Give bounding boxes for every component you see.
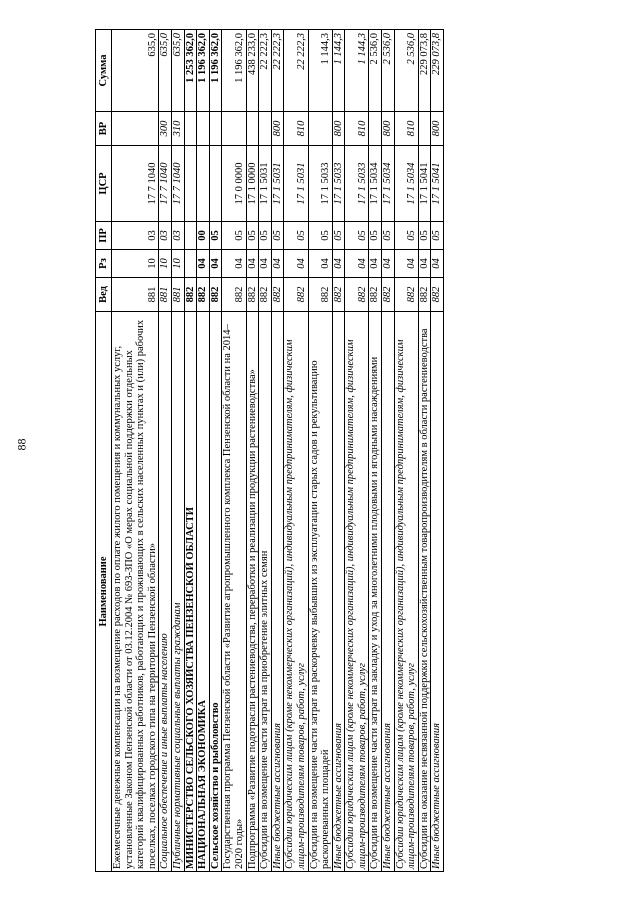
cell-pr: 05 <box>431 222 444 250</box>
cell-name: Подпрограмма «Развитие подотрасли растениеводства, переработки и реализации продукции растениеводства» <box>246 312 259 872</box>
cell-rz: 10 <box>112 250 159 278</box>
header-pr: ПР <box>96 222 112 250</box>
header-sum: Сумма <box>96 30 112 112</box>
cell-pr: 05 <box>418 222 431 250</box>
cell-rz <box>184 250 197 278</box>
cell-vr: 800 <box>271 112 284 146</box>
cell-rz: 04 <box>418 250 431 278</box>
cell-ved: 882 <box>184 278 197 312</box>
cell-name: Ежемесячные денежные компенсации на возмещение расходов по оплате жилого помещения и коммунальных услуг, установленные Законом Пензенской области от 03.12.2004 № 693-ЗПО «О мерах социальной поддержки отдельных категорий квалифицированных работников, работающих и проживающих в сельских населенных пунктах и (или) рабочих поселках, поселках городского типа на территории Пензенской области» <box>112 312 159 872</box>
cell-pr: 05 <box>246 222 259 250</box>
page-number: 88 <box>14 438 29 451</box>
cell-pr: 05 <box>369 222 382 250</box>
cell-rz: 04 <box>259 250 272 278</box>
cell-csr: 17 1 0000 <box>246 146 259 222</box>
cell-sum: 2 536,0 <box>394 30 418 112</box>
cell-pr <box>184 222 197 250</box>
cell-rz: 04 <box>197 250 210 278</box>
cell-rz: 04 <box>394 250 418 278</box>
cell-sum: 635,0 <box>112 30 159 112</box>
cell-ved: 881 <box>171 278 184 312</box>
header-rz: Рз <box>96 250 112 278</box>
cell-csr: 17 1 5031 <box>284 146 308 222</box>
table-row <box>171 30 184 872</box>
cell-ved: 882 <box>284 278 308 312</box>
table-row <box>197 30 210 872</box>
table-row <box>382 30 395 872</box>
cell-csr: 17 1 5034 <box>369 146 382 222</box>
cell-csr <box>184 146 197 222</box>
cell-rz: 04 <box>308 250 332 278</box>
table-row <box>394 30 418 872</box>
cell-vr <box>197 112 210 146</box>
cell-rz: 04 <box>345 250 369 278</box>
cell-csr: 17 1 5031 <box>271 146 284 222</box>
cell-sum: 22 222,3 <box>284 30 308 112</box>
cell-sum: 229 073,8 <box>431 30 444 112</box>
cell-pr: 05 <box>382 222 395 250</box>
cell-ved: 882 <box>369 278 382 312</box>
cell-ved: 882 <box>345 278 369 312</box>
cell-vr <box>246 112 259 146</box>
cell-name: Субсидии юридическим лицам (кроме некоммерческих организаций), индивидуальным предпринимателям, физическим лицам-производителям товаров, работ, услуг <box>394 312 418 872</box>
cell-vr <box>222 112 246 146</box>
cell-ved: 881 <box>159 278 172 312</box>
cell-vr <box>369 112 382 146</box>
cell-ved: 882 <box>246 278 259 312</box>
table-row <box>431 30 444 872</box>
cell-sum: 635,0 <box>171 30 184 112</box>
cell-vr: 800 <box>332 112 345 146</box>
table-row <box>332 30 345 872</box>
cell-name: Субсидии на возмещение части затрат на приобретение элитных семян <box>259 312 272 872</box>
cell-ved: 882 <box>418 278 431 312</box>
cell-name: Иные бюджетные ассигнования <box>271 312 284 872</box>
cell-vr <box>112 112 159 146</box>
table-row <box>222 30 246 872</box>
cell-pr: 05 <box>284 222 308 250</box>
cell-ved: 882 <box>431 278 444 312</box>
cell-vr: 810 <box>394 112 418 146</box>
cell-sum: 1 196 362,0 <box>197 30 210 112</box>
cell-csr: 17 7 1040 <box>159 146 172 222</box>
cell-pr: 05 <box>345 222 369 250</box>
cell-ved: 882 <box>394 278 418 312</box>
cell-vr: 300 <box>159 112 172 146</box>
cell-name: Государственная программа Пензенской области «Развитие агропромышленного комплекса Пензенской области на 2014–2020 годы» <box>222 312 246 872</box>
cell-ved: 882 <box>259 278 272 312</box>
cell-name: Иные бюджетные ассигнования <box>382 312 395 872</box>
table-row <box>308 30 332 872</box>
cell-ved: 881 <box>112 278 159 312</box>
table-row <box>418 30 431 872</box>
table-row <box>271 30 284 872</box>
cell-rz: 04 <box>431 250 444 278</box>
cell-sum: 635,0 <box>159 30 172 112</box>
cell-csr: 17 1 5031 <box>259 146 272 222</box>
cell-name: Субсидии на возмещение части затрат на раскорчевку выбывших из эксплуатации старых садов и рекультивацию раскорчеванных площадей <box>308 312 332 872</box>
cell-name: Публичные нормативные социальные выплаты гражданам <box>171 312 184 872</box>
cell-csr: 17 0 0000 <box>222 146 246 222</box>
cell-sum: 1 253 362,0 <box>184 30 197 112</box>
cell-csr: 17 1 5033 <box>345 146 369 222</box>
cell-vr: 800 <box>431 112 444 146</box>
cell-name: Субсидии на оказание несвязанной поддержки сельскохозяйственным товаропроизводителям в области растениеводства <box>418 312 431 872</box>
table-row <box>112 30 159 872</box>
budget-table <box>95 29 444 872</box>
header-ved: Вед <box>96 278 112 312</box>
cell-rz: 10 <box>171 250 184 278</box>
cell-rz: 04 <box>222 250 246 278</box>
cell-name: Иные бюджетные ассигнования <box>431 312 444 872</box>
table-row <box>284 30 308 872</box>
cell-ved: 882 <box>271 278 284 312</box>
cell-vr <box>308 112 332 146</box>
header-vr: ВР <box>96 112 112 146</box>
cell-vr: 810 <box>284 112 308 146</box>
rotated-table-region <box>95 30 626 872</box>
cell-csr: 17 1 5041 <box>418 146 431 222</box>
cell-rz: 04 <box>284 250 308 278</box>
cell-sum: 1 196 362,0 <box>209 30 222 112</box>
cell-sum: 22 222,3 <box>271 30 284 112</box>
cell-sum: 438 233,0 <box>246 30 259 112</box>
cell-sum: 1 144,3 <box>345 30 369 112</box>
cell-name: МИНИСТЕРСТВО СЕЛЬСКОГО ХОЗЯЙСТВА ПЕНЗЕНСКОЙ ОБЛАСТИ <box>184 312 197 872</box>
cell-csr: 17 1 5034 <box>394 146 418 222</box>
cell-name: Иные бюджетные ассигнования <box>332 312 345 872</box>
cell-vr: 810 <box>345 112 369 146</box>
cell-pr: 03 <box>112 222 159 250</box>
cell-vr <box>209 112 222 146</box>
table-row <box>246 30 259 872</box>
cell-pr: 05 <box>271 222 284 250</box>
cell-vr: 800 <box>382 112 395 146</box>
cell-sum: 1 144,3 <box>332 30 345 112</box>
cell-pr: 05 <box>308 222 332 250</box>
cell-rz: 04 <box>246 250 259 278</box>
cell-name: Субсидии на возмещение части затрат на закладку и уход за многолетними плодовыми и ягодными насаждениями <box>369 312 382 872</box>
table-header-row <box>96 30 112 872</box>
cell-rz: 04 <box>382 250 395 278</box>
cell-csr <box>209 146 222 222</box>
header-name: Наименование <box>96 312 112 872</box>
cell-sum: 2 536,0 <box>382 30 395 112</box>
cell-pr: 05 <box>259 222 272 250</box>
header-csr: ЦСР <box>96 146 112 222</box>
cell-rz: 10 <box>159 250 172 278</box>
cell-pr: 05 <box>222 222 246 250</box>
cell-pr: 00 <box>197 222 210 250</box>
cell-csr: 17 1 5034 <box>382 146 395 222</box>
cell-rz: 04 <box>369 250 382 278</box>
cell-vr: 310 <box>171 112 184 146</box>
cell-ved: 882 <box>308 278 332 312</box>
cell-sum: 22 222,3 <box>259 30 272 112</box>
cell-csr: 17 7 1040 <box>171 146 184 222</box>
table-row <box>345 30 369 872</box>
cell-csr: 17 1 5033 <box>308 146 332 222</box>
table-row <box>184 30 197 872</box>
table-row <box>159 30 172 872</box>
table-row <box>369 30 382 872</box>
table-body <box>112 30 444 872</box>
cell-ved: 882 <box>197 278 210 312</box>
cell-vr <box>184 112 197 146</box>
cell-ved: 882 <box>209 278 222 312</box>
cell-name: Сельское хозяйство и рыболовство <box>209 312 222 872</box>
cell-ved: 882 <box>382 278 395 312</box>
cell-sum: 229 073,8 <box>418 30 431 112</box>
cell-ved: 882 <box>332 278 345 312</box>
cell-vr <box>418 112 431 146</box>
cell-rz: 04 <box>332 250 345 278</box>
cell-name: Субсидии юридическим лицам (кроме некоммерческих организаций), индивидуальным предпринимателям, физическим лицам-производителям товаров, работ, услуг <box>284 312 308 872</box>
cell-pr: 03 <box>159 222 172 250</box>
table-row <box>209 30 222 872</box>
cell-csr: 17 1 5033 <box>332 146 345 222</box>
cell-csr <box>197 146 210 222</box>
cell-sum: 2 536,0 <box>369 30 382 112</box>
table-row <box>259 30 272 872</box>
cell-pr: 05 <box>209 222 222 250</box>
cell-pr: 05 <box>332 222 345 250</box>
cell-sum: 1 144,3 <box>308 30 332 112</box>
cell-pr: 03 <box>171 222 184 250</box>
cell-sum: 1 196 362,0 <box>222 30 246 112</box>
cell-rz: 04 <box>209 250 222 278</box>
cell-name: Субсидии юридическим лицам (кроме некоммерческих организаций), индивидуальным предпринимателям, физическим лицам-производителям товаров, работ, услуг <box>345 312 369 872</box>
cell-csr: 17 1 5041 <box>431 146 444 222</box>
cell-ved: 882 <box>222 278 246 312</box>
cell-csr: 17 7 1040 <box>112 146 159 222</box>
cell-name: НАЦИОНАЛЬНАЯ ЭКОНОМИКА <box>197 312 210 872</box>
cell-name: Социальное обеспечение и иные выплаты населению <box>159 312 172 872</box>
cell-vr <box>259 112 272 146</box>
cell-pr: 05 <box>394 222 418 250</box>
cell-rz: 04 <box>271 250 284 278</box>
